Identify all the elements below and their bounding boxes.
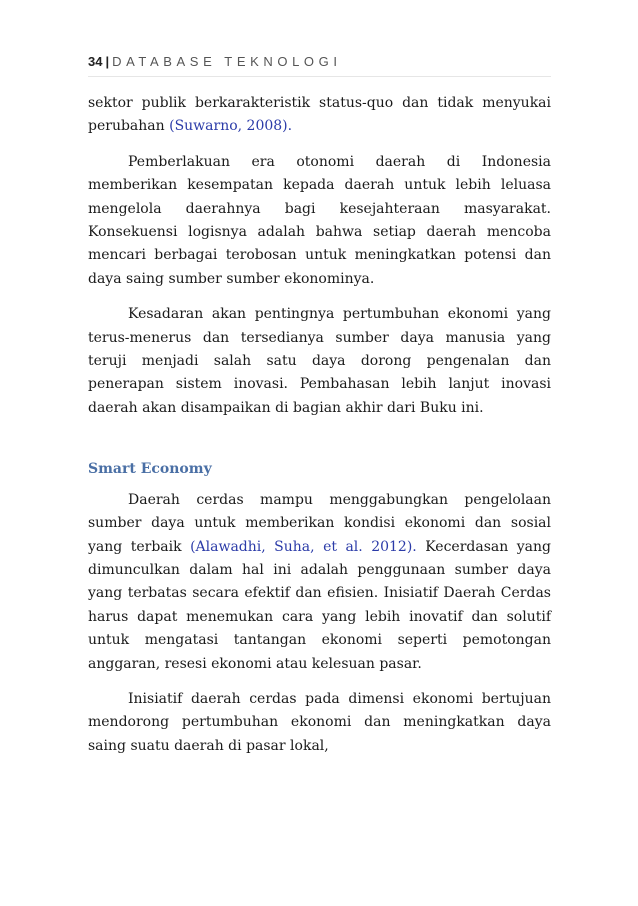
citation-alawadhi: (Alawadhi, Suha, et al. 2012). xyxy=(190,538,417,555)
paragraph-2: Pemberlakuan era otonomi daerah di Indonesia memberikan kesempatan kepada daerah untuk lebih leluasa mengelola daerahnya bagi kesejahteraan masyarakat. Konsekuensi logisnya adalah bahwa setiap daerah mencoba mencari berbagai terobosan untuk meningkatkan potensi dan daya saing sumber sumber ekonominya. xyxy=(88,153,551,287)
header-separator: | xyxy=(105,54,110,69)
paragraph-1-text: sektor publik berkarakteristik status-quo dan tidak menyukai perubahan xyxy=(88,95,551,135)
page-header xyxy=(88,54,551,77)
page-number: 34 xyxy=(88,54,103,69)
running-title: DATABASE TEKNOLOGI xyxy=(112,54,342,69)
section-paragraph-1-text: Daerah cerdas mampu menggabungkan pengelolaan sumber daya untuk memberikan kondisi ekonomi dan sosial yang terbaik xyxy=(88,491,551,555)
citation-suwarno: (Suwarno, 2008). xyxy=(169,118,293,135)
page-body xyxy=(88,92,551,770)
section-paragraph-1 xyxy=(88,489,551,676)
section-paragraph-2: Inisiatif daerah cerdas pada dimensi ekonomi bertujuan mendorong pertumbuhan ekonomi dan meningkatkan daya saing suatu daerah di pasar lokal, xyxy=(88,690,551,754)
paragraph-1 xyxy=(88,92,551,139)
paragraph-3: Kesadaran akan pentingnya pertumbuhan ekonomi yang terus-menerus dan tersedianya sumber daya manusia yang teruji menjadi salah satu daya dorong pengenalan dan penerapan sistem inovasi. Pembahasan lebih lanjut inovasi daerah akan disampaikan di bagian akhir dari Buku ini. xyxy=(88,306,551,416)
section-paragraph-1-text-after: Kecerdasan yang dimunculkan dalam hal ini adalah penggunaan sumber daya yang terbatas secara efektif dan efisien. Inisiatif Daerah Cerdas harus dapat menemukan cara yang lebih inovatif dan solutif untuk mengatasi tantangan ekonomi seperti pemotongan anggaran, resesi ekonomi atau kelesuan pasar. xyxy=(88,538,551,672)
section-heading: Smart Economy xyxy=(88,461,212,478)
